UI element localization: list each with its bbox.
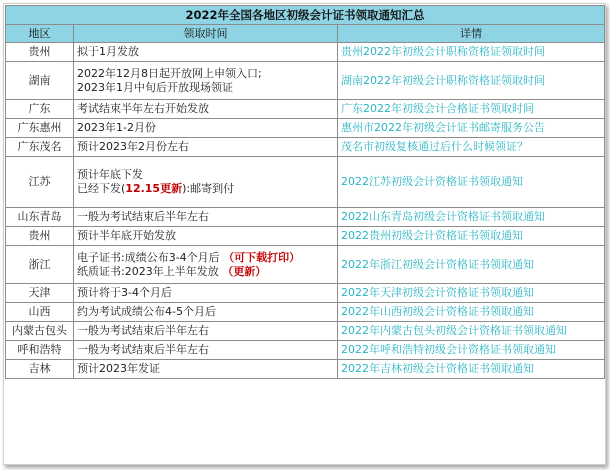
table-row bbox=[6, 100, 605, 119]
region-cell: 呼和浩特 bbox=[6, 341, 74, 360]
time-cell bbox=[74, 138, 338, 157]
region-cell: 广东茂名 bbox=[6, 138, 74, 157]
update-highlight: （可下载打印） bbox=[223, 250, 301, 264]
time-line: 一般为考试结束后半年左右 bbox=[77, 324, 209, 337]
region-cell: 天津 bbox=[6, 284, 74, 303]
detail-link[interactable]: 2022山东青岛初级会计资格证书领取通知 bbox=[338, 208, 605, 227]
detail-link[interactable]: 2022年天津初级会计资格证书领取通知 bbox=[338, 284, 605, 303]
detail-link[interactable]: 2022年浙江初级会计资格证书领取通知 bbox=[338, 246, 605, 284]
time-line: 2023年1-2月份 bbox=[77, 121, 156, 134]
detail-link[interactable]: 贵州2022年初级会计职称资格证领取时间 bbox=[338, 43, 605, 62]
time-line: 预计年底下发 bbox=[77, 168, 143, 181]
time-line: 预计将于3-4个月后 bbox=[77, 286, 172, 299]
notice-table-panel bbox=[3, 3, 606, 465]
header-time: 领取时间 bbox=[74, 25, 338, 43]
time-cell bbox=[74, 341, 338, 360]
table-row bbox=[6, 227, 605, 246]
time-line: 约为考试成绩公布4-5个月后 bbox=[77, 305, 216, 318]
time-cell bbox=[74, 62, 338, 100]
time-cell bbox=[74, 227, 338, 246]
table-row bbox=[6, 208, 605, 227]
region-cell: 浙江 bbox=[6, 246, 74, 284]
region-cell: 贵州 bbox=[6, 43, 74, 62]
region-cell: 内蒙古包头 bbox=[6, 322, 74, 341]
time-line bbox=[77, 251, 334, 265]
table-title: 2022年全国各地区初级会计证书领取通知汇总 bbox=[6, 6, 605, 25]
table-row bbox=[6, 157, 605, 208]
region-cell: 江苏 bbox=[6, 157, 74, 208]
detail-link[interactable]: 2022年山西初级会计资格证书领取通知 bbox=[338, 303, 605, 322]
update-highlight: （更新） bbox=[222, 264, 267, 278]
time-line: 预计2023年2月份左右 bbox=[77, 140, 189, 153]
time-line: 拟于1月发放 bbox=[77, 45, 139, 58]
detail-link[interactable]: 惠州市2022年初级会计证书邮寄服务公告 bbox=[338, 119, 605, 138]
time-line: 预计2023年发证 bbox=[77, 362, 160, 375]
region-cell: 湖南 bbox=[6, 62, 74, 100]
region-cell: 山西 bbox=[6, 303, 74, 322]
notice-table bbox=[5, 5, 605, 379]
header-detail: 详情 bbox=[338, 25, 605, 43]
table-row bbox=[6, 119, 605, 138]
time-line: 一般为考试结束后半年左右 bbox=[77, 343, 209, 356]
time-cell bbox=[74, 43, 338, 62]
time-text: 电子证书:成绩公布3-4个月后 bbox=[77, 250, 224, 264]
table-row bbox=[6, 62, 605, 100]
header-region: 地区 bbox=[6, 25, 74, 43]
update-highlight: 12.15更新 bbox=[125, 182, 183, 195]
time-cell bbox=[74, 119, 338, 138]
time-cell bbox=[74, 246, 338, 284]
time-line bbox=[77, 182, 334, 196]
table-row bbox=[6, 43, 605, 62]
detail-link[interactable]: 广东2022年初级会计合格证书领取时间 bbox=[338, 100, 605, 119]
region-cell: 山东青岛 bbox=[6, 208, 74, 227]
table-row bbox=[6, 322, 605, 341]
header-row bbox=[6, 25, 605, 43]
region-cell: 贵州 bbox=[6, 227, 74, 246]
time-cell bbox=[74, 157, 338, 208]
time-line bbox=[77, 265, 334, 279]
table-body bbox=[6, 43, 605, 379]
detail-link[interactable]: 2022江苏初级会计资格证书领取通知 bbox=[338, 157, 605, 208]
detail-link[interactable]: 2022年呼和浩特初级会计资格证书领取通知 bbox=[338, 341, 605, 360]
time-line: 2023年1月中旬后开放现场领证 bbox=[77, 80, 233, 94]
time-line: 2022年12月8日起开放网上申领入口; bbox=[77, 66, 262, 80]
detail-link[interactable]: 2022年吉林初级会计资格证书领取通知 bbox=[338, 360, 605, 379]
detail-link[interactable]: 茂名市初级复核通过后什么时候领证？ bbox=[338, 138, 605, 157]
detail-link[interactable]: 湖南2022年初级会计职称资格证领取时间 bbox=[338, 62, 605, 100]
table-row bbox=[6, 138, 605, 157]
time-cell bbox=[74, 284, 338, 303]
detail-link[interactable]: 2022贵州初级会计资格证书领取通知 bbox=[338, 227, 605, 246]
time-cell bbox=[74, 322, 338, 341]
table-row bbox=[6, 284, 605, 303]
table-row bbox=[6, 246, 605, 284]
table-row bbox=[6, 360, 605, 379]
time-text: 已经下发( bbox=[77, 182, 126, 195]
time-cell bbox=[74, 100, 338, 119]
time-text: ):邮寄到付 bbox=[182, 182, 235, 195]
time-cell bbox=[74, 208, 338, 227]
region-cell: 广东 bbox=[6, 100, 74, 119]
time-line: 考试结束半年左右开始发放 bbox=[77, 102, 209, 115]
region-cell: 广东惠州 bbox=[6, 119, 74, 138]
time-cell bbox=[74, 303, 338, 322]
time-line: 预计半年底开始发放 bbox=[77, 229, 176, 242]
time-text: 纸质证书:2023年上半年发放 bbox=[77, 264, 223, 278]
time-cell bbox=[74, 360, 338, 379]
region-cell: 吉林 bbox=[6, 360, 74, 379]
time-line: 一般为考试结束后半年左右 bbox=[77, 210, 209, 223]
detail-link[interactable]: 2022年内蒙古包头初级会计资格证书领取通知 bbox=[338, 322, 605, 341]
table-row bbox=[6, 303, 605, 322]
table-row bbox=[6, 341, 605, 360]
